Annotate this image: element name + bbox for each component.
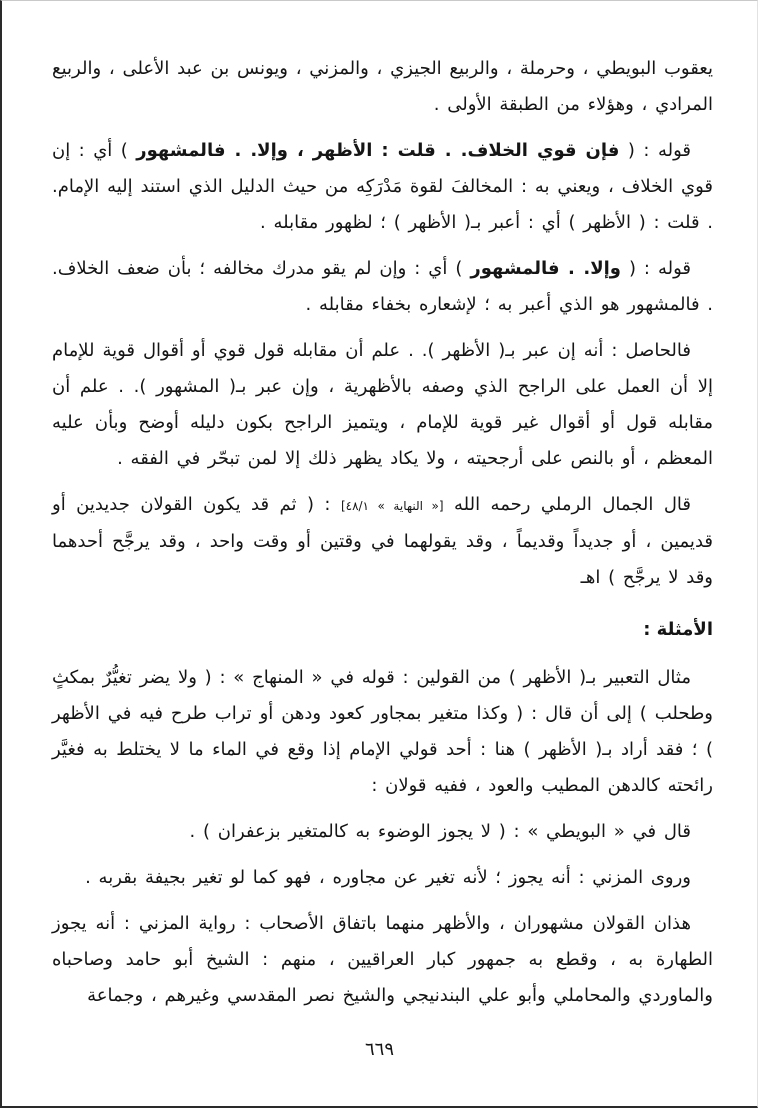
body-text: وروى المزني : أنه يجوز ؛ لأنه تغير عن مجاوره ، فهو كما لو تغير بجيفة بقربه . [85, 867, 691, 888]
paragraph-qawluhu-wa-illa [52, 251, 713, 323]
matn-quote-bold: وإلا. . فالمشهور [470, 258, 621, 279]
paragraph-qawluhu-fain-qawiya [52, 133, 713, 241]
body-text: يعقوب البويطي ، وحرملة ، والربيع الجيزي ، والمزني ، ويونس بن عبد الأعلى ، والربيع المرادي ، وهؤلاء من الطبقة الأولى . [52, 58, 713, 115]
body-text: مثال التعبير بـ( الأظهر ) من القولين : قوله في « المنهاج » : ( ولا يضر تغيُّرٌ بمكثٍ وطحلب ) إلى أن قال : ( وكذا متغير بمجاور كعود ودهن أو تراب طرح فيه في الأظهر ) ؛ فقد أراد بـ( الأظهر ) هنا : أحد قولي الإمام إذا وقع في الماء ما لا يختلط به فغيَّر رائحته كالدهن المطيب والعود ، ففيه قولان : [52, 667, 713, 796]
body-text: قال الجمال الرملي رحمه الله [443, 494, 691, 515]
body-text: فالحاصل : أنه إن عبر بـ( الأظهر ). . علم أن مقابله قول قوي أو أقوال قوية للإمام إلا أن العمل على الراجح الذي وصفه بالأظهرية ، وإن عبر بـ( المشهور ). . علم أن مقابله قول أو أقوال غير قوية للإمام ، ويتميز الراجح بكون دليله أوضح وبأن عليه المعظم ، أو بالنص على أرجحيته ، ولا يكاد يظهر ذلك إلا لمن تبحّر في الفقه . [52, 340, 713, 469]
body-text: قوله : ( [621, 258, 691, 279]
page-number: ٦٦٩ [364, 1039, 394, 1060]
body-text: قوله : ( [619, 140, 691, 161]
page-content [52, 51, 713, 1024]
paragraph-two-mashhur-opinions [52, 906, 713, 1014]
paragraph-example-azhar-minhaj [52, 660, 713, 804]
paragraph-falhasil [52, 333, 713, 477]
paragraph-muzani-narration [52, 860, 713, 896]
body-text: هذان القولان مشهوران ، والأظهر منهما باتفاق الأصحاب : رواية المزني : أنه يجوز الطهارة به ، وقطع به جمهور كبار العراقيين ، منهم : الشيخ أبو حامد وصاحباه والماوردي والمحاملي وأبو علي البندنيجي والشيخ نصر المقدسي وغيرهم ، وجماعة [52, 913, 713, 1006]
body-text: : ( ثم قد يكون القولان جديدين أو قديمين ، أو جديداً وقديماً ، وقد يقولهما في وقتين أو وقت واحد ، وقد يرجَّح أحدهما وقد لا يرجَّح ) اهـ [52, 494, 713, 588]
body-text: ) أي : إن قوي الخلاف ، ويعني به : المخالفَ لقوة مَدْرَكِه من حيث الدليل الذي استند إليه الإمام. . قلت : ( الأظهر ) أي : أعبر بـ( الأظهر ) ؛ لظهور مقابله . [52, 140, 713, 233]
body-text: قال في « البويطي » : ( لا يجوز الوضوء به كالمتغير بزعفران ) . [189, 821, 691, 842]
section-heading-examples: الأمثلة : [643, 619, 713, 640]
paragraph-buwayti-quote [52, 814, 713, 850]
matn-quote-bold: فإن قوي الخلاف. . قلت : الأظهر ، وإلا. . فالمشهور [136, 140, 620, 161]
paragraph-jamal-ramli-quote [52, 487, 713, 596]
body-text: ) أي : وإن لم يقو مدرك مخالفه ؛ بأن ضعف الخلاف. . فالمشهور هو الذي أعبر به ؛ لإشعاره بخفاء مقابله . [52, 258, 713, 315]
paragraph-narrators-continuation [52, 51, 713, 123]
citation-reference: [« النهاية » ٤٨/١] [340, 499, 444, 513]
